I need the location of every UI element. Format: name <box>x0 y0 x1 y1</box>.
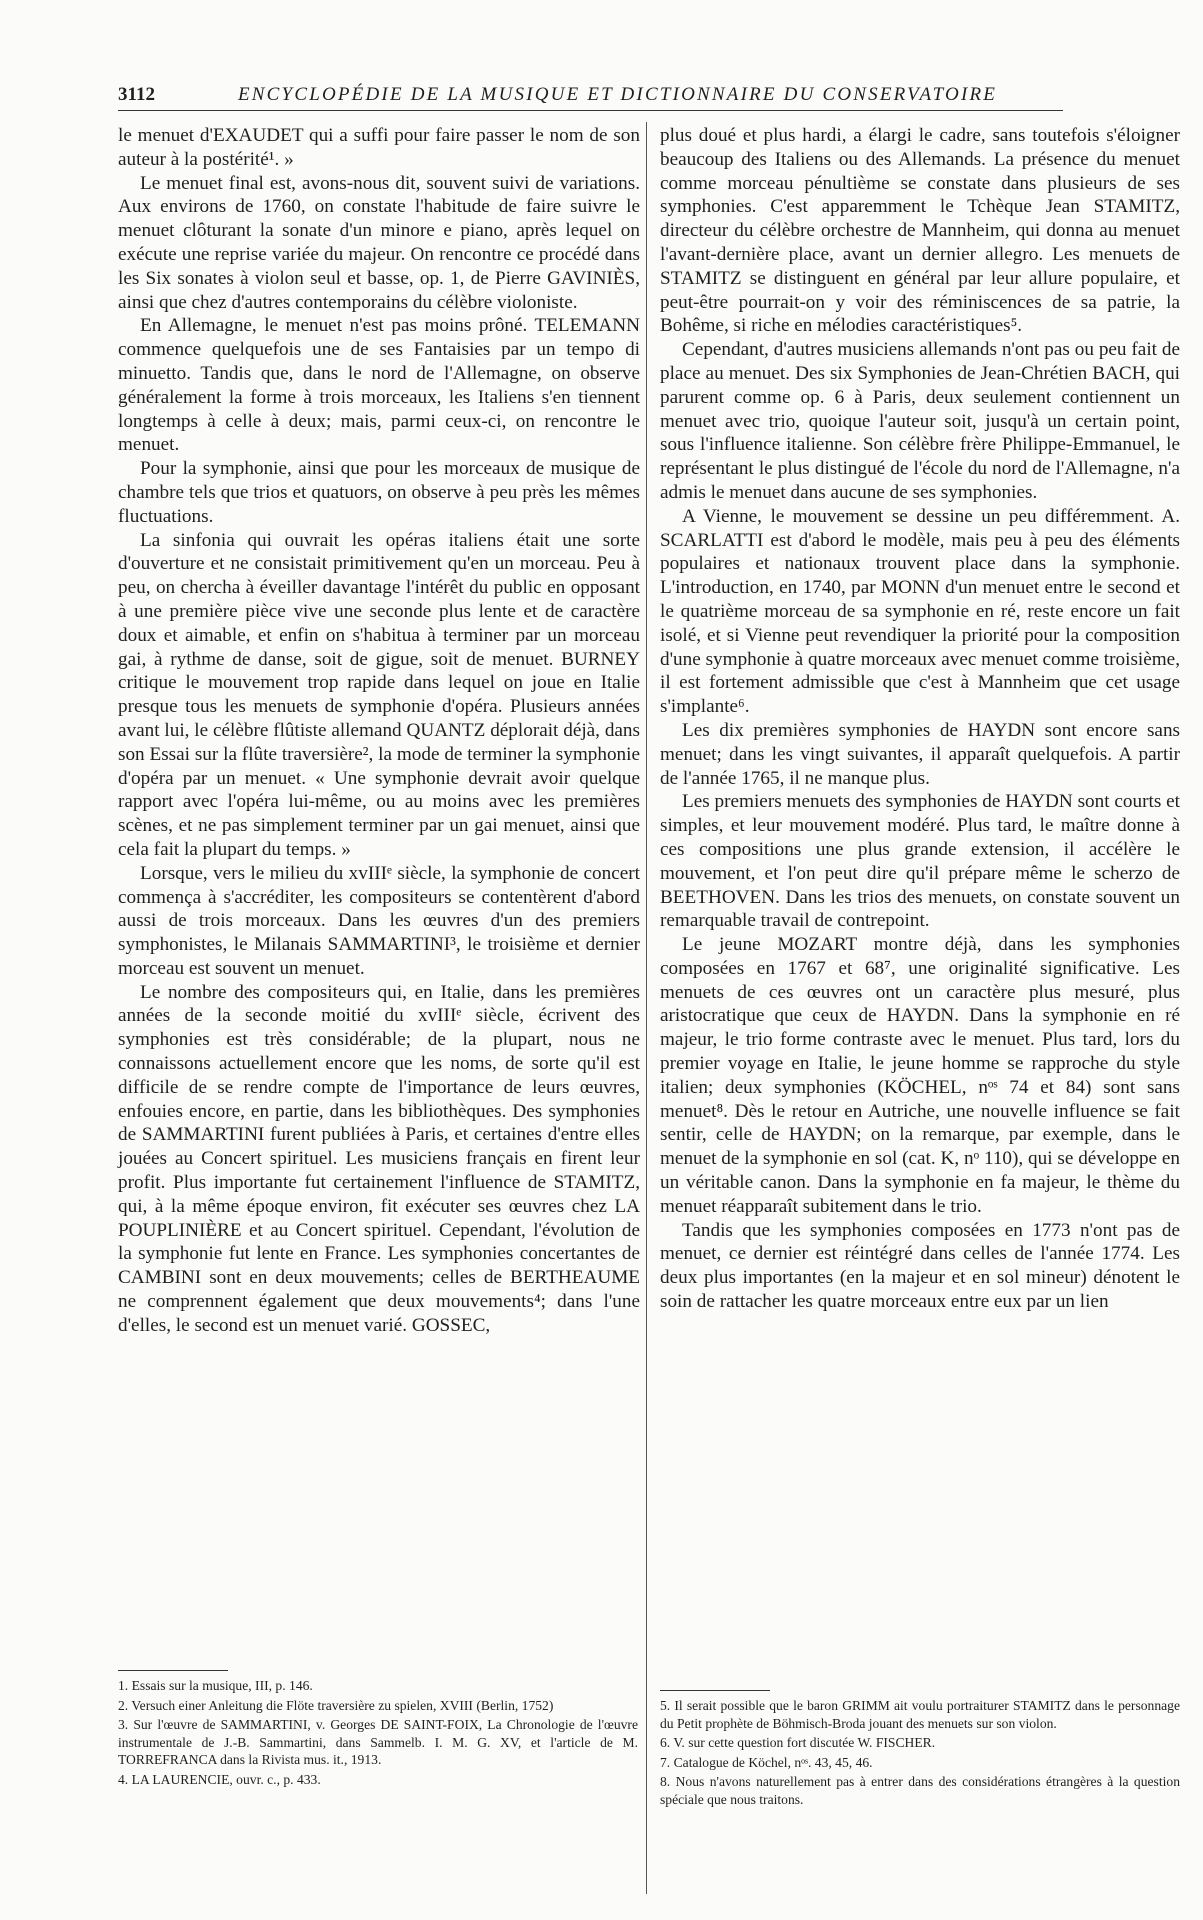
paragraph: Tandis que les symphonies composées en 1773 n'ont pas de menuet, ce dernier est réintégré dans celles de l'année 1774. Les deux plus importantes (en la majeur et en sol mineur) dénotent le soin de rattacher les quatre morceaux entre eux par un lien <box>660 1219 1180 1313</box>
paragraph: A Vienne, le mouvement se dessine un peu différemment. A. SCARLATTI est d'abord le modèle, mais peu à peu des éléments populaires et nationaux trouvent place dans la symphonie. L'introduction, en 1740, par MONN d'un menuet entre le second et le quatrième morceau de sa symphonie en ré, reste encore un fait isolé, et si Vienne peut revendiquer la priorité pour la composition d'une symphonie à quatre morceaux avec menuet comme troisième, il est fortement admissible que c'est à Mannheim que cet usage s'implante⁶. <box>660 505 1180 718</box>
page-number: 3112 <box>118 84 155 105</box>
footnote: 1. Essais sur la musique, III, p. 146. <box>118 1678 313 1693</box>
paragraph: le menuet d'EXAUDET qui a suffi pour faire passer le nom de son auteur à la postérité¹. » <box>118 125 640 170</box>
footnotes-left <box>118 1670 638 1791</box>
paragraph: Le nombre des compositeurs qui, en Italie, dans les premières années de la seconde moitié du xvIIIᵉ siècle, écrivent des symphonies est très considérable; de la plupart, nous ne connaissons actuellement encore que les noms, de sorte qu'il est difficile de se rendre compte de l'importance de leurs œuvres, enfouies encore, en partie, dans les bibliothèques. Des symphonies de SAMMARTINI furent publiées à Paris, et certaines d'entre elles jouées au Concert spirituel. Les musiciens français en firent leur profit. Plus importante fut certainement l'influence de STAMITZ, qui, à la même époque environ, fit exécuter ses œuvres chez LA POUPLINIÈRE et au Concert spirituel. Cependant, l'évolution de la symphonie fut lente en France. Les symphonies concertantes de CAMBINI sont en deux mouvements; celles de BERTHEAUME ne comprennent également que deux mouvements⁴; dans l'une d'elles, le second est un menuet varié. GOSSEC, <box>118 981 640 1336</box>
paragraph: Cependant, d'autres musiciens allemands n'ont pas ou peu fait de place au menuet. Des six Symphonies de Jean-Chrétien BACH, qui parurent comme op. 6 à Paris, deux seulement contiennent un menuet avec trio, quoique l'auteur soit, jusqu'à un certain point, sous l'influence italienne. Son célèbre frère Philippe-Emmanuel, le représentant le plus distingué de l'école du nord de l'Allemagne, n'a admis le menuet dans aucune de ses symphonies. <box>660 339 1180 503</box>
right-column <box>660 124 1180 1644</box>
paragraph: Le menuet final est, avons-nous dit, souvent suivi de variations. Aux environs de 1760, on constate l'habitude de faire suivre le menuet clôturant la sonate d'un minore e piano, après lequel on exécute une reprise variée du majeur. On rencontre ce procédé dans les Six sonates à violon seul et basse, op. 1, de Pierre GAVINIÈS, ainsi que chez d'autres contemporains du célèbre violoniste. <box>118 172 640 313</box>
footnote: 6. V. sur cette question fort discutée W. FISCHER. <box>660 1735 936 1751</box>
paragraph: Le jeune MOZART montre déjà, dans les symphonies composées en 1767 et 68⁷, une originalité significative. Les menuets de ces œuvres ont un caractère plus mesuré, plus aristocratique que ceux de HAYDN. Dans la symphonie en ré majeur, le trio forme contraste avec le menuet. Plus tard, lors du premier voyage en Italie, le jeune homme se rapproche du style italien; deux symphonies (KÖCHEL, nᵒˢ 74 et 84) sont sans menuet⁸. Dès le retour en Autriche, une nouvelle influence se fait sentir, celle de HAYDN; on la remarque, par exemple, dans le menuet de la symphonie en sol (cat. K, nᵒ 110), qui se développe en un véritable canon. Dans la symphonie en fa majeur, le thème du menuet réapparaît subitement dans le trio. <box>660 934 1180 1217</box>
footnotes-right <box>660 1690 1180 1811</box>
footnote: 7. Catalogue de Köchel, nᵒˢ. 43, 45, 46. <box>660 1754 873 1770</box>
running-title: ENCYCLOPÉDIE DE LA MUSIQUE ET DICTIONNAIRE DU CONSERVATOIRE <box>238 84 998 105</box>
paragraph: La sinfonia qui ouvrait les opéras italiens était une sorte d'ouverture et ne consistait primitivement qu'en un morceau. Peu à peu, on chercha à éveiller davantage l'intérêt du public en opposant à une première pièce vive une seconde plus lente et de caractère doux et aimable, et enfin on s'habitua à terminer par un morceau gai, à rythme de danse, soit de gigue, soit de menuet. BURNEY critique le mouvement trop rapide dans lequel on joue en Italie presque tous les menuets de symphonie d'opéra. Plusieurs années avant lui, le célèbre flûtiste allemand QUANTZ déplorait déjà, dans son Essai sur la flûte traversière², la mode de terminer la symphonie d'opéra par un menuet. « Une symphonie devrait avoir quelque rapport avec l'opéra lui-même, ou au moins avec les premières scènes, et ne pas simplement terminer par un gai menuet, ainsi que cela fait la plupart du temps. » <box>118 529 640 860</box>
footnote: 4. LA LAURENCIE, ouvr. c., p. 433. <box>118 1771 321 1787</box>
paragraph: Lorsque, vers le milieu du xvIIIᵉ siècle, la symphonie de concert commença à s'accréditer, les compositeurs se contentèrent d'abord aussi de trois morceaux. Dans les œuvres d'un des premiers symphonistes, le Milanais SAMMARTINI³, le troisième et dernier morceau est souvent un menuet. <box>118 862 640 979</box>
footnote: 3. Sur l'œuvre de SAMMARTINI, v. Georges DE SAINT-FOIX, La Chronologie de l'œuvre instrumentale de J.-B. Sammartini, dans Sammelb. I. M. G. XV, et l'article de M. TORREFRANCA dans la Rivista mus. it., 1913. <box>118 1717 638 1768</box>
footnote: 5. Il serait possible que le baron GRIMM ait voulu portraiturer STAMITZ dans le personnage du Petit prophète de Böhmisch-Broda jouant des menuets sur son violon. <box>660 1698 1180 1731</box>
footnote: 8. Nous n'avons naturellement pas à entrer dans des considérations étrangères à la question spéciale que nous traitons. <box>660 1774 1180 1807</box>
footnote-rule <box>118 1670 228 1671</box>
footnote-rule <box>660 1690 770 1691</box>
paragraph: En Allemagne, le menuet n'est pas moins prôné. TELEMANN commence quelquefois une de ses Fantaisies par un tempo di minuetto. Tandis que, dans le nord de l'Allemagne, on observe généralement la forme à trois morceaux, les Italiens s'en tiennent longtemps à celle à deux; mais, parmi ceux-ci, on rencontre le menuet. <box>118 315 640 456</box>
paragraph: Les premiers menuets des symphonies de HAYDN sont courts et simples, et leur mouvement modéré. Plus tard, le maître donne à ces compositions une plus grande extension, il accélère le mouvement, et l'on peut dire qu'il prépare même le scherzo de BEETHOVEN. Dans les trios des menuets, on constate souvent un remarquable travail de contrepoint. <box>660 791 1180 932</box>
header-rule <box>118 110 1063 111</box>
running-header <box>118 82 1063 112</box>
footnote: 2. Versuch einer Anleitung die Flöte traversière zu spielen, XVIII (Berlin, 1752) <box>118 1697 554 1713</box>
left-column <box>118 124 640 1644</box>
paragraph: plus doué et plus hardi, a élargi le cadre, sans toutefois s'éloigner beaucoup des Italiens ou des Allemands. La présence du menuet comme morceau pénultième se constate dans plusieurs de ses symphonies. C'est apparemment le Tchèque Jean STAMITZ, directeur du célèbre orchestre de Mannheim, qui donna au menuet l'avant-dernière place, avant un dernier allegro. Les menuets de STAMITZ se distinguent en général par leur allure populaire, et peut-être pourrait-on y voir des réminiscences de sa patrie, la Bohême, si riche en mélodies caractéristiques⁵. <box>660 125 1180 337</box>
column-divider <box>646 122 647 1894</box>
paragraph: Les dix premières symphonies de HAYDN sont encore sans menuet; dans les vingt suivantes, il apparaît quelquefois. A partir de l'année 1765, il ne manque plus. <box>660 719 1180 789</box>
paragraph: Pour la symphonie, ainsi que pour les morceaux de musique de chambre tels que trios et quatuors, on observe à peu près les mêmes fluctuations. <box>118 458 640 527</box>
